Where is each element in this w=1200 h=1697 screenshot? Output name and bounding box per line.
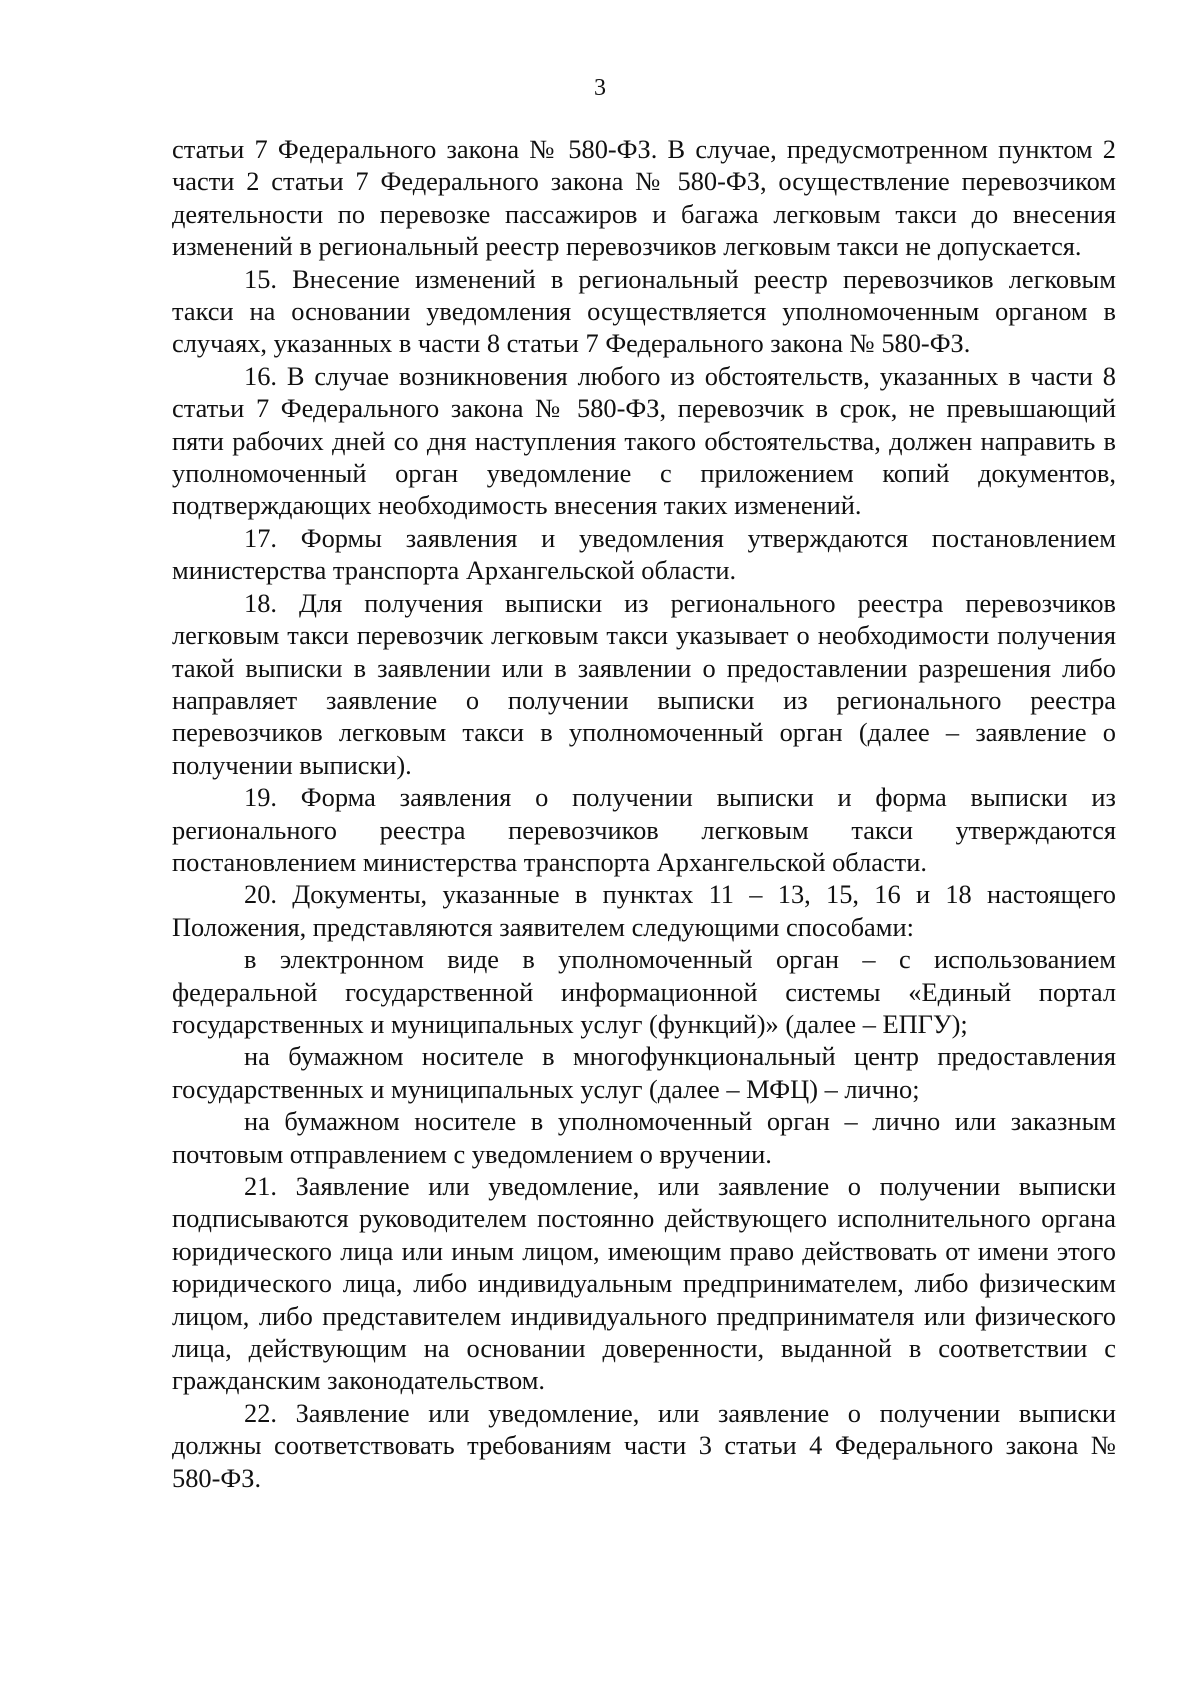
- paragraph-22: 22. Заявление или уведомление, или заявление о получении выписки должны соответствовать требованиям части 3 статьи 4 Федерального закона № 580-ФЗ.: [172, 1397, 1116, 1493]
- paragraph-21: 21. Заявление или уведомление, или заявление о получении выписки подписываются руководителем постоянно действующего исполнительного органа юридического лица или иным лицом, имеющим право действовать от имени этого юридического лица, либо индивидуальным предпринимателем, либо физическим лицом, либо представителем индивидуального предпринимателя или физического лица, действующим на основании доверенности, выданной в соответствии с гражданским законодательством.: [172, 1171, 1116, 1396]
- paragraph-19: 19. Форма заявления о получении выписки и форма выписки из регионального реестра перевозчиков легковым такси утверждаются постановлением министерства транспорта Архангельской области.: [172, 782, 1116, 877]
- document-body: [172, 133, 1116, 1494]
- paragraph-continuation: статьи 7 Федерального закона № 580-ФЗ. В случае, предусмотренном пунктом 2 части 2 статьи 7 Федерального закона № 580-ФЗ, осуществление перевозчиком деятельности по перевозке пассажиров и багажа легковым такси до внесения изменений в региональный реестр перевозчиков легковым такси не допускается.: [172, 134, 1116, 262]
- paragraph-15: 15. Внесение изменений в региональный реестр перевозчиков легковым такси на основании уведомления осуществляется уполномоченным органом в случаях, указанных в части 8 статьи 7 Федерального закона № 580-ФЗ.: [172, 263, 1116, 359]
- paragraph-20-method-electronic: в электронном виде в уполномоченный орган – с использованием федеральной государственной информационной системы «Единый портал государственных и муниципальных услуг (функций)» (далее – ЕПГУ);: [172, 944, 1116, 1039]
- paragraph-17: 17. Формы заявления и уведомления утверждаются постановлением министерства транспорта Архангельской области.: [172, 522, 1116, 586]
- paragraph-20: 20. Документы, указанные в пунктах 11 – 13, 15, 16 и 18 настоящего Положения, представляются заявителем следующими способами:: [172, 879, 1116, 942]
- paragraph-20-method-mfc: на бумажном носителе в многофункциональный центр предоставления государственных и муниципальных услуг (далее – МФЦ) – лично;: [172, 1041, 1116, 1104]
- paragraph-16: 16. В случае возникновения любого из обстоятельств, указанных в части 8 статьи 7 Федерального закона № 580-ФЗ, перевозчик в срок, не превышающий пяти рабочих дней со дня наступления такого обстоятельства, должен направить в уполномоченный орган уведомление с приложением копий документов, подтверждающих необходимость внесения таких изменений.: [172, 360, 1116, 521]
- paragraph-18: 18. Для получения выписки из регионального реестра перевозчиков легковым такси перевозчик легковым такси указывает о необходимости получения такой выписки в заявлении или в заявлении о предоставлении разрешения либо направляет заявление о получении выписки из регионального реестра перевозчиков легковым такси в уполномоченный орган (далее – заявление о получении выписки).: [172, 587, 1116, 780]
- page-number: 3: [594, 75, 606, 101]
- paragraph-20-method-paper: на бумажном носителе в уполномоченный орган – лично или заказным почтовым отправлением с уведомлением о вручении.: [172, 1106, 1116, 1169]
